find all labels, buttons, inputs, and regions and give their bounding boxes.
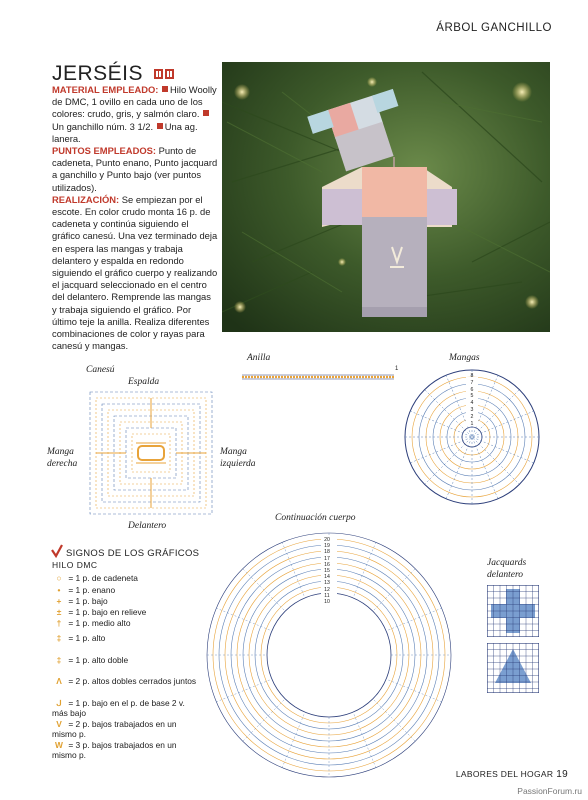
legend-item: ‡ = 1 p. alto (56, 633, 106, 643)
material-text: Hilo Woolly de DMC, 1 ovillo en cada uno de los colores: crudo, gris, y salmón claro. (52, 84, 217, 120)
product-photo (222, 62, 550, 332)
cuerpo-row-numbers: 20 19 18 17 16 15 14 13 12 11 10 (324, 537, 330, 606)
legend-item: • = 1 p. enano (57, 585, 116, 595)
material-text-3: Una ag. lanera. (52, 120, 198, 144)
canesu-chart (86, 388, 216, 523)
watermark: PassionForum.ru (517, 786, 582, 796)
legend-item: † = 1 p. medio alto (56, 618, 131, 628)
anilla-label: Anilla (247, 353, 271, 363)
page-number: 19 (556, 769, 568, 780)
puntos-text: Punto de cadeneta, Punto enano, Punto jacquard a ganchillo y Punto bajo (ver puntos utilizados). (52, 145, 218, 193)
sweater-icon (154, 62, 174, 86)
legend-title: SIGNOS DE LOS GRÁFICOS (66, 548, 200, 559)
canesu-label: Canesú (86, 365, 115, 375)
section-header: ÁRBOL GANCHILLO (436, 22, 552, 34)
jacquard-chart-1 (487, 585, 539, 642)
mangas-label: Mangas (449, 353, 480, 363)
legend-item: ○ = 1 p. de cadeneta (56, 573, 138, 583)
legend-item: Λ = 2 p. altos dobles cerrados juntos (56, 676, 197, 686)
realizacion-label: REALIZACIÓN: (52, 193, 120, 205)
legend-item: ± = 1 p. bajo en relieve (56, 607, 147, 617)
legend-item: V = 2 p. bajos trabajados en un mismo p. (52, 719, 177, 739)
manga-derecha-label: Manga derecha (47, 447, 78, 469)
manga-izquierda-label: Manga izquierda (220, 447, 256, 469)
page-title (52, 62, 174, 86)
puntos-label: PUNTOS EMPLEADOS: (52, 145, 157, 157)
anilla-row-num: 1 (395, 366, 399, 372)
page-footer (456, 769, 568, 780)
material-label: MATERIAL EMPLEADO: (52, 84, 159, 95)
jacquard-chart-2 (487, 643, 539, 698)
legend-item: W = 3 p. bajos trabajados en un mismo p. (52, 740, 177, 760)
legend-subtitle: HILO DMC (52, 560, 98, 570)
mangas-row-numbers: 8 7 6 5 4 3 2 1 (470, 373, 474, 427)
anilla-chart (242, 368, 402, 386)
legend-item: ‡ = 1 p. alto doble (56, 655, 129, 665)
magazine-name: LABORES DEL HOGAR (455, 769, 554, 779)
delantero-label: Delantero (128, 521, 167, 531)
jacquards-label: Jacquards delantero (487, 558, 527, 580)
realizacion-text: Se empiezan por el escote. En color crudo monta 16 p. de cadeneta y continúa siguiendo el gráfico canesú. Una vez terminado deja en espera las mangas y trabaja delantero y espalda en redondo siguiendo el gráfico cuerpo y realizando el jacquard seleccionado en el centro del delantero. Remprende las mangas y trabaja siguiendo el gráfico. Por último teje la anilla. Realiza diferentes combinaciones de color y rayas para canesú y mangas. (52, 193, 218, 352)
legend-item: ᒍ = 1 p. bajo en el p. de base 2 v. más bajo (52, 698, 185, 718)
continuacion-label: Continuación cuerpo (275, 513, 356, 523)
title-text: JERSÉIS (52, 62, 144, 85)
espalda-label: Espalda (128, 377, 160, 387)
legend-item: + = 1 p. bajo (56, 596, 108, 606)
material-text-2: Un ganchillo núm. 3 1/2. (52, 120, 154, 132)
article-body (52, 84, 218, 352)
